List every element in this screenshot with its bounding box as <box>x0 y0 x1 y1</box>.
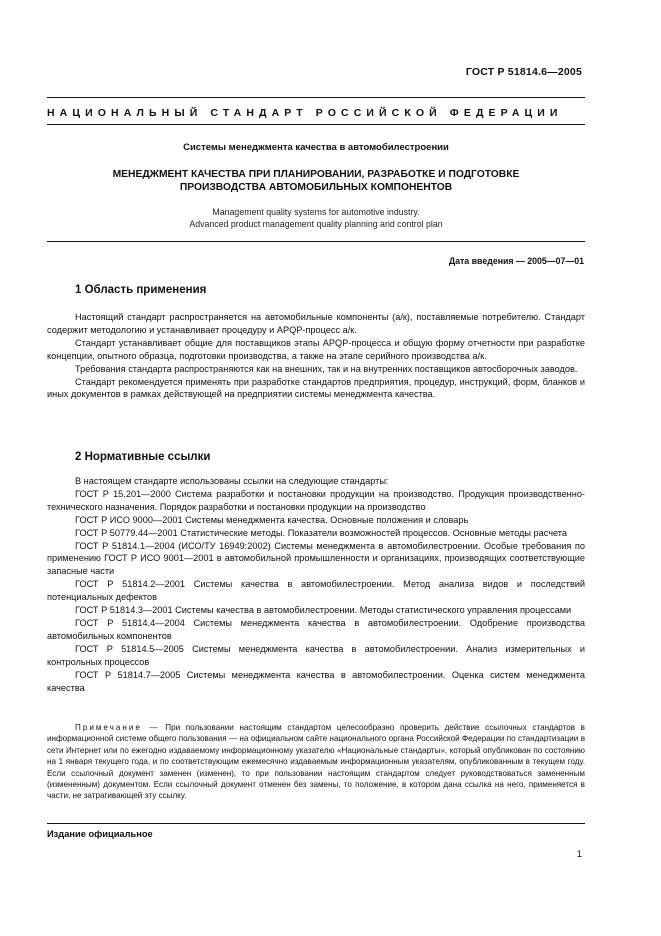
section-1-paragraph: Настоящий стандарт распространяется на автомобильные компоненты (а/к), поставляемые потребителю. Стандарт содержит методологию и устанавливает процедуру и APQP-процесс а/к. <box>47 312 585 335</box>
section-2-heading: 2 Нормативные ссылки <box>75 451 211 463</box>
official-edition-label: Издание официальное <box>47 829 153 839</box>
english-title <box>47 206 585 230</box>
note-label: Примечание — <box>75 723 160 732</box>
main-title-line-1: МЕНЕДЖМЕНТ КАЧЕСТВА ПРИ ПЛАНИРОВАНИИ, РАЗРАБОТКЕ И ПОДГОТОВКЕ <box>112 169 520 180</box>
banner-rule <box>47 124 585 125</box>
top-rule <box>47 97 585 98</box>
footer-rule <box>47 823 585 824</box>
reference-item: ГОСТ Р ИСО 9000—2001 Системы менеджмента качества. Основные положения и словарь <box>75 514 469 525</box>
reference-item: ГОСТ Р 51814.1—2004 (ИСО/ТУ 16949:2002) Системы менеджмента в автомобилестроении. Особые требования по применению ГОСТ Р ИСО 9001—2001 в автомобильной промышленности и организациях, производящих соответствующие запасные части <box>47 540 585 577</box>
section-1-paragraph: Стандарт рекомендуется применять при разработке стандартов предприятия, процедур, инструкций, форм, бланков и иных документов в рамках действующей на предприятии системы менеджмента качества. <box>47 376 585 400</box>
standard-code: ГОСТ Р 51814.6—2005 <box>465 66 582 78</box>
main-title-line-2: ПРОИЗВОДСТВА АВТОМОБИЛЬНЫХ КОМПОНЕНТОВ <box>179 182 453 193</box>
reference-item: ГОСТ Р 51814.7—2005 Системы менеджмента качества в автомобилестроении. Оценка систем менеджмента качества <box>47 669 585 693</box>
reference-item: ГОСТ Р 51814.4—2004 Системы менеджмента качества в автомобилестроении. Одобрение производства автомобильных компонентов <box>47 617 585 641</box>
title-rule <box>47 241 585 242</box>
page-number: 1 <box>576 849 582 860</box>
introduction-date: Дата введения — 2005—07—01 <box>448 256 584 266</box>
reference-item: ГОСТ Р 15.201—2000 Система разработки и постановки продукции на производство. Продукция производственно-технического назначения. Порядок разработки и постановки продукции на производство <box>47 488 585 512</box>
reference-note <box>47 722 585 802</box>
reference-item: ГОСТ Р 51814.5—2005 Системы менеджмента качества в автомобилестроении. Анализ измерительных и контрольных процессов <box>47 643 585 667</box>
national-standard-banner: НАЦИОНАЛЬНЫЙ СТАНДАРТ РОССИЙСКОЙ ФЕДЕРАЦИИ <box>47 107 563 119</box>
section-1-paragraph: Стандарт устанавливает общие для поставщиков этапы APQP-процесса и общую форму отчетности при разработке концепции, опытного образца, подготовки производства, а также на этапе серийного производства а/к. <box>47 337 585 361</box>
english-title-line-2: Advanced product management quality planning and control plan <box>189 219 443 229</box>
section-1-heading: 1 Область применения <box>75 284 207 296</box>
section-1-body <box>47 311 585 401</box>
note-text: При пользовании настоящим стандартом целесообразно проверить действие ссылочных стандартов в информационной системе общего пользования — на официальном сайте национального органа Российской Федерации по стандартизации в сети Интернет или по ежегодно издаваемому информационному указателю «Национальные стандарты», который опубликован по состоянию на 1 января текущего года, и по соответствующим ежемесячно издаваемым информационным указателям, опубликованным в текущем году. Если ссылочный документ заменен (изменен), то при пользовании настоящим стандартом следует руководствоваться замененным (измененным) документом. Если ссылочный документ отменен без замены, то положение, в котором дана ссылка на него, применяется в части, не затрагивающей эту ссылку. <box>47 723 585 801</box>
section-2-body <box>47 475 585 694</box>
system-title: Системы менеджмента качества в автомобилестроении <box>183 142 449 153</box>
reference-item: ГОСТ Р 51814.3—2001 Системы качества в автомобилестроении. Методы статистического управления процессами <box>75 605 572 616</box>
reference-item: ГОСТ Р 50779.44—2001 Статистические методы. Показатели возможностей процессов. Основные методы расчета <box>75 527 568 538</box>
main-title <box>47 168 585 194</box>
section-1-paragraph: Требования стандарта распространяются как на внешних, так и на внутренних поставщиков автосборочных заводов. <box>75 363 578 374</box>
english-title-line-1: Management quality systems for automotive industry. <box>212 207 420 217</box>
section-2-intro: В настоящем стандарте использованы ссылки на следующие стандарты: <box>75 476 389 486</box>
reference-item: ГОСТ Р 51814.2—2001 Системы качества в автомобилестроении. Метод анализа видов и последствий потенциальных дефектов <box>47 579 585 603</box>
